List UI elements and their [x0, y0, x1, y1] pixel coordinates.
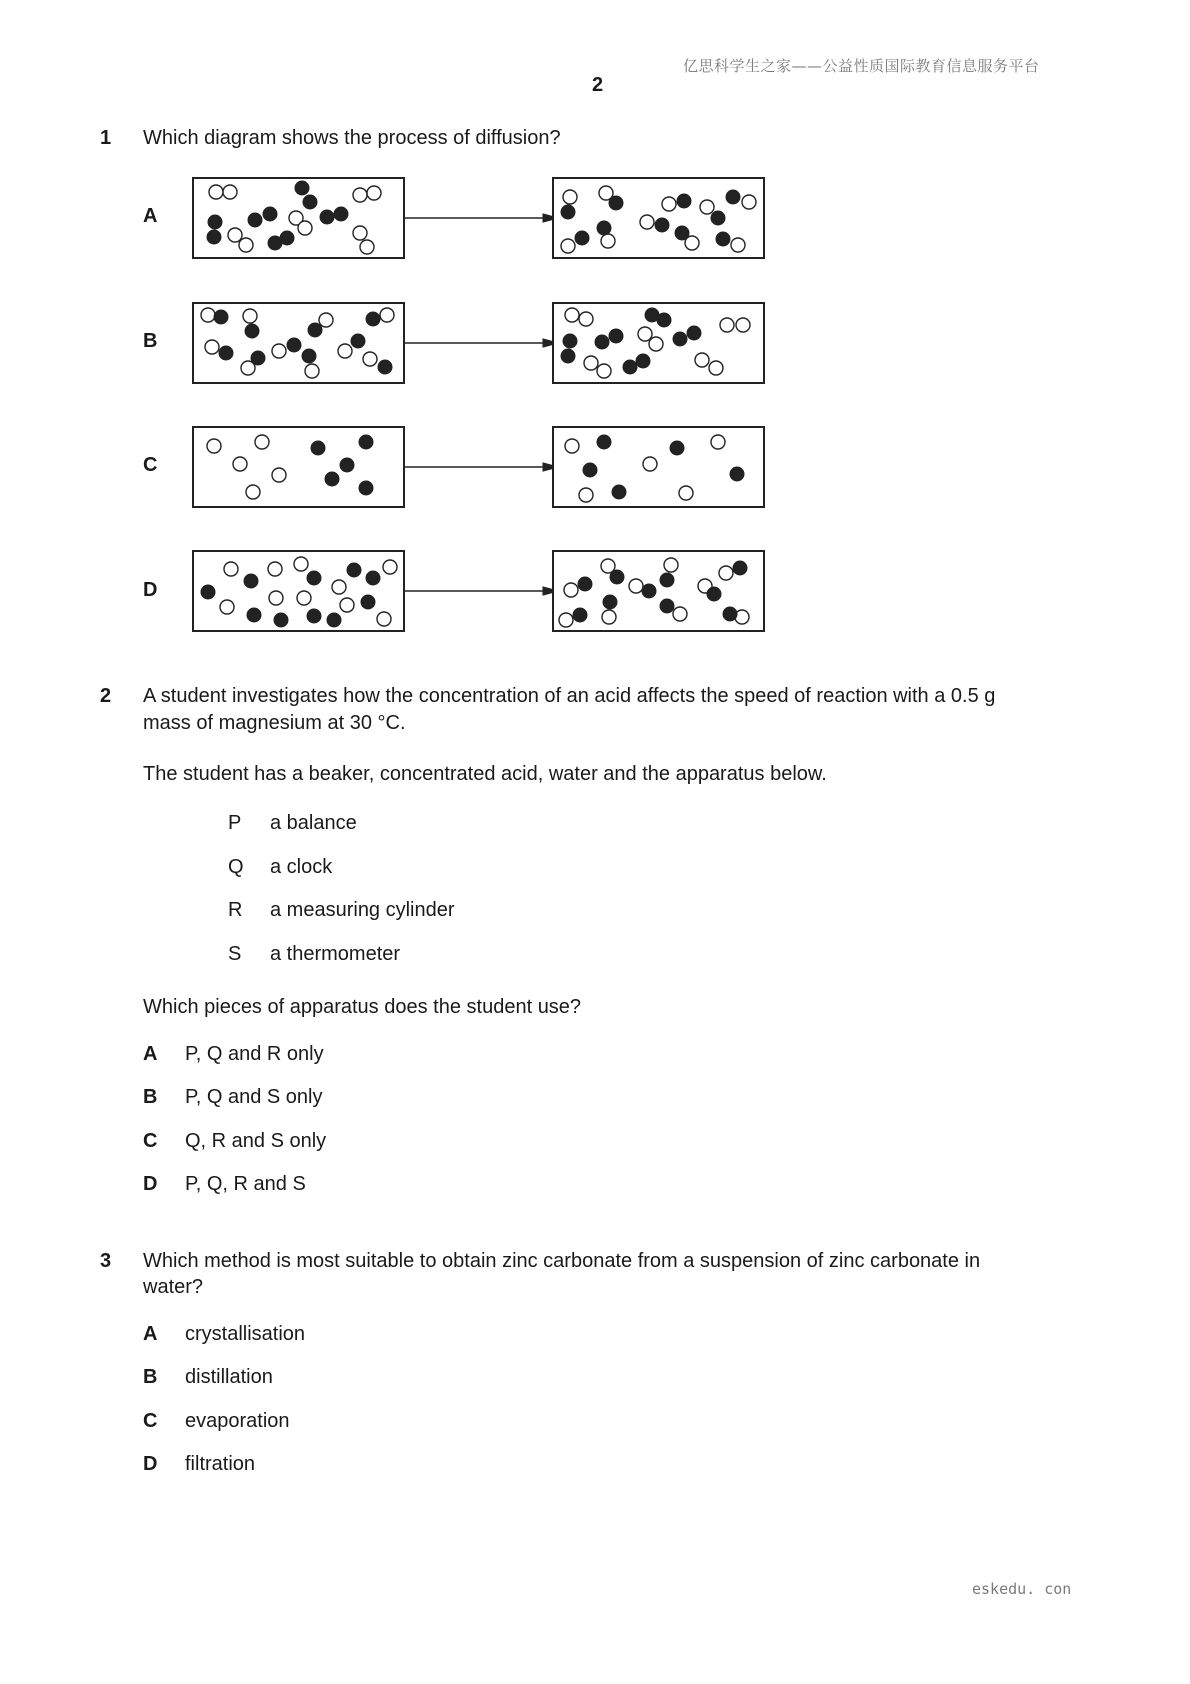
q2-text2: The student has a beaker, concentrated acid, water and the apparatus below.	[143, 763, 827, 785]
header-watermark: 亿思科学生之家——公益性质国际教育信息服务平台	[683, 57, 1040, 75]
row-b-diagram	[193, 303, 764, 383]
q1-text: Which diagram shows the process of diffusion?	[143, 127, 561, 149]
apparatus-text: a measuring cylinder	[270, 899, 455, 921]
q3-text-line1: Which method is most suitable to obtain zinc carbonate from a suspension of zinc carbonate in	[143, 1250, 981, 1272]
q2-option-text: Q, R and S only	[185, 1130, 327, 1152]
q3-text-line2: water?	[143, 1276, 204, 1298]
q1-row-label-b: B	[143, 330, 158, 352]
q3-option-text: crystallisation	[185, 1323, 306, 1345]
footer-watermark: eskedu. con	[972, 1580, 1072, 1598]
q2-option-text: P, Q, R and S	[185, 1173, 306, 1195]
q3-option-letter: C	[143, 1410, 158, 1432]
q2-text-line2: mass of magnesium at 30 °C.	[143, 712, 406, 734]
q3-number: 3	[100, 1250, 112, 1272]
diffusion-diagrams	[190, 175, 780, 635]
q1-row-label-a: A	[143, 205, 158, 227]
apparatus-letter: R	[228, 899, 243, 921]
q3-option-text: evaporation	[185, 1410, 290, 1432]
apparatus-letter: P	[228, 812, 242, 834]
row-d-diagram	[193, 551, 764, 631]
q2-option-letter: C	[143, 1130, 158, 1152]
apparatus-text: a clock	[270, 856, 333, 878]
q2-option-text: P, Q and R only	[185, 1043, 324, 1065]
q2-number: 2	[100, 685, 112, 707]
q2-option-letter: B	[143, 1086, 158, 1108]
q2-option-text: P, Q and S only	[185, 1086, 323, 1108]
q2-option-letter: D	[143, 1173, 158, 1195]
q3-option-text: filtration	[185, 1453, 256, 1475]
q2-option-letter: A	[143, 1043, 158, 1065]
q2-text-line1: A student investigates how the concentration of an acid affects the speed of reaction with a 0.5 g	[143, 685, 996, 707]
q3-option-letter: A	[143, 1323, 158, 1345]
q1-number: 1	[100, 127, 112, 149]
row-c-diagram	[193, 427, 764, 507]
q1-row-label-c: C	[143, 454, 158, 476]
q3-option-text: distillation	[185, 1366, 273, 1388]
apparatus-text: a balance	[270, 812, 357, 834]
page-number: 2	[592, 74, 604, 96]
q3-option-letter: D	[143, 1453, 158, 1475]
row-a-diagram	[193, 178, 764, 258]
q1-row-label-d: D	[143, 579, 158, 601]
apparatus-letter: Q	[228, 856, 244, 878]
q3-option-letter: B	[143, 1366, 158, 1388]
apparatus-text: a thermometer	[270, 943, 401, 965]
q2-question: Which pieces of apparatus does the student use?	[143, 996, 582, 1018]
apparatus-letter: S	[228, 943, 242, 965]
